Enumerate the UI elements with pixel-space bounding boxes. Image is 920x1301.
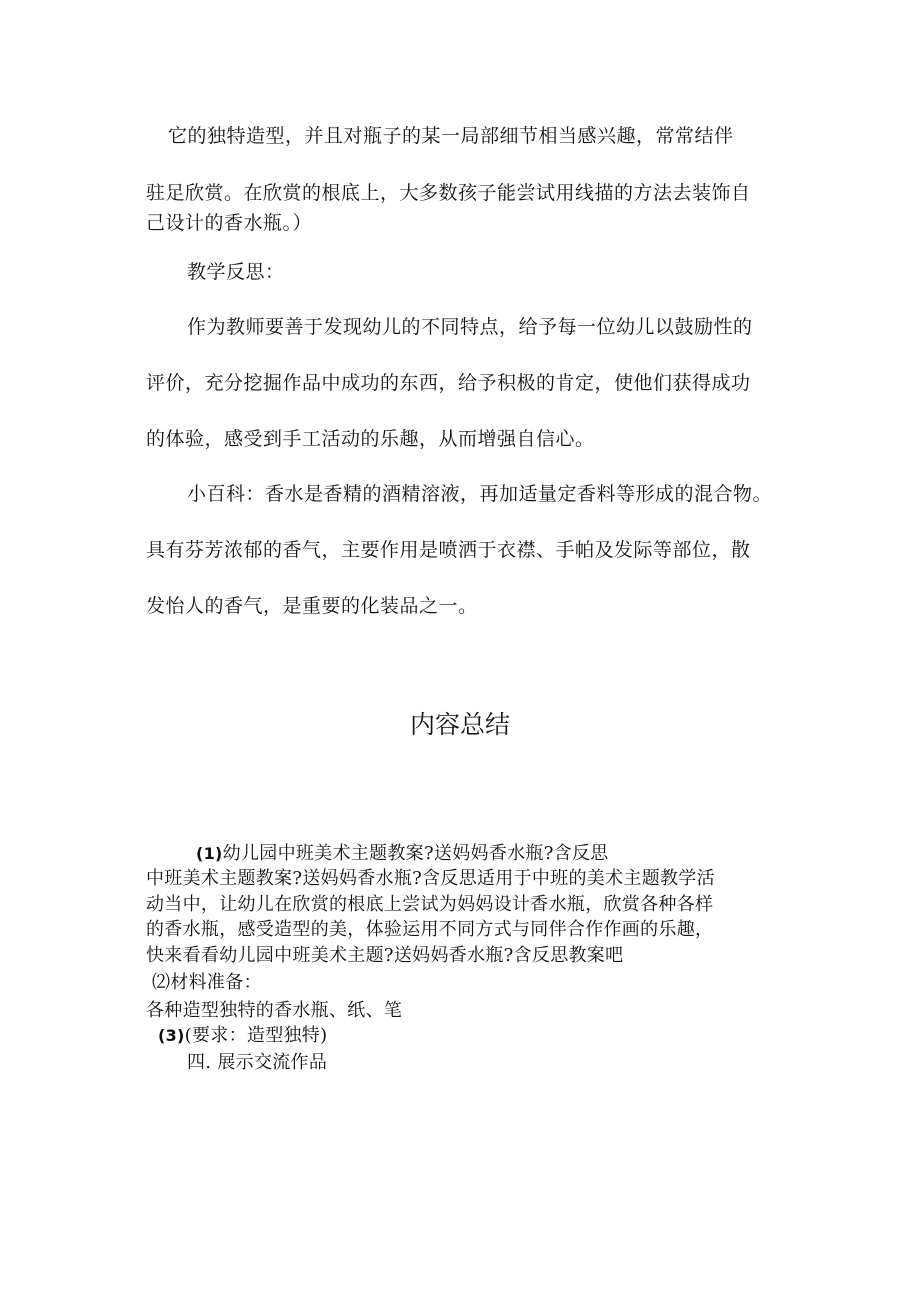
summary-item-3-text: (要求：造型独特) <box>184 1025 328 1046</box>
reflection-line-1: 作为教师要善于发现幼儿的不同特点，给予每一位幼儿以鼓励性的 <box>187 316 753 338</box>
reflection-heading: 教学反思： <box>187 261 285 283</box>
paragraph-1-line-3: 己设计的香水瓶。） <box>146 212 313 234</box>
summary-item-1 <box>196 839 609 865</box>
summary-item-1-line-5: 快来看看幼儿园中班美术主题?送妈妈香水瓶?含反思教案吧 <box>146 945 624 966</box>
summary-item-3-number: (3) <box>158 1026 185 1045</box>
summary-title: 内容总结 <box>409 710 510 739</box>
encyclopedia-line-1: 小百科：香水是香精的酒精溶液，再加适量定香料等形成的混合物。 <box>187 483 773 505</box>
summary-item-1-line-2: 中班美术主题教案?送妈妈香水瓶?含反思适用于中班的美术主题教学活 <box>146 868 715 889</box>
summary-item-1-text: 幼儿园中班美术主题教案?送妈妈香水瓶?含反思 <box>222 843 609 864</box>
summary-item-2-line-2: 各种造型独特的香水瓶、纸、笔 <box>146 1000 403 1021</box>
summary-item-4: 四. 展示交流作品 <box>187 1052 328 1073</box>
summary-item-1-line-4: 的香水瓶，感受造型的美，体验运用不同方式与同伴合作作画的乐趣， <box>146 919 714 940</box>
summary-item-3 <box>158 1021 327 1047</box>
summary-item-1-number: (1) <box>196 844 223 863</box>
encyclopedia-line-3: 发怡人的香气，是重要的化装品之一。 <box>146 595 478 617</box>
summary-item-2: ⑵材料准备： <box>152 972 262 993</box>
reflection-line-2: 评价，充分挖掘作品中成功的东西，给予积极的肯定，使他们获得成功 <box>146 372 751 394</box>
encyclopedia-line-2: 具有芬芳浓郁的香气，主要作用是喷洒于衣襟、手帕及发际等部位，散 <box>146 539 751 561</box>
paragraph-1-line-1: 它的独特造型，并且对瓶子的某一局部细节相当感兴趣，常常结伴 <box>168 125 734 147</box>
summary-item-1-line-3: 动当中，让幼儿在欣赏的根底上尝试为妈妈设计香水瓶，欣赏各种各样 <box>146 894 714 915</box>
reflection-line-3: 的体验，感受到手工活动的乐趣，从而增强自信心。 <box>146 428 595 450</box>
paragraph-1-line-2: 驻足欣赏。在欣赏的根底上，大多数孩子能尝试用线描的方法去装饰自 <box>146 182 751 204</box>
